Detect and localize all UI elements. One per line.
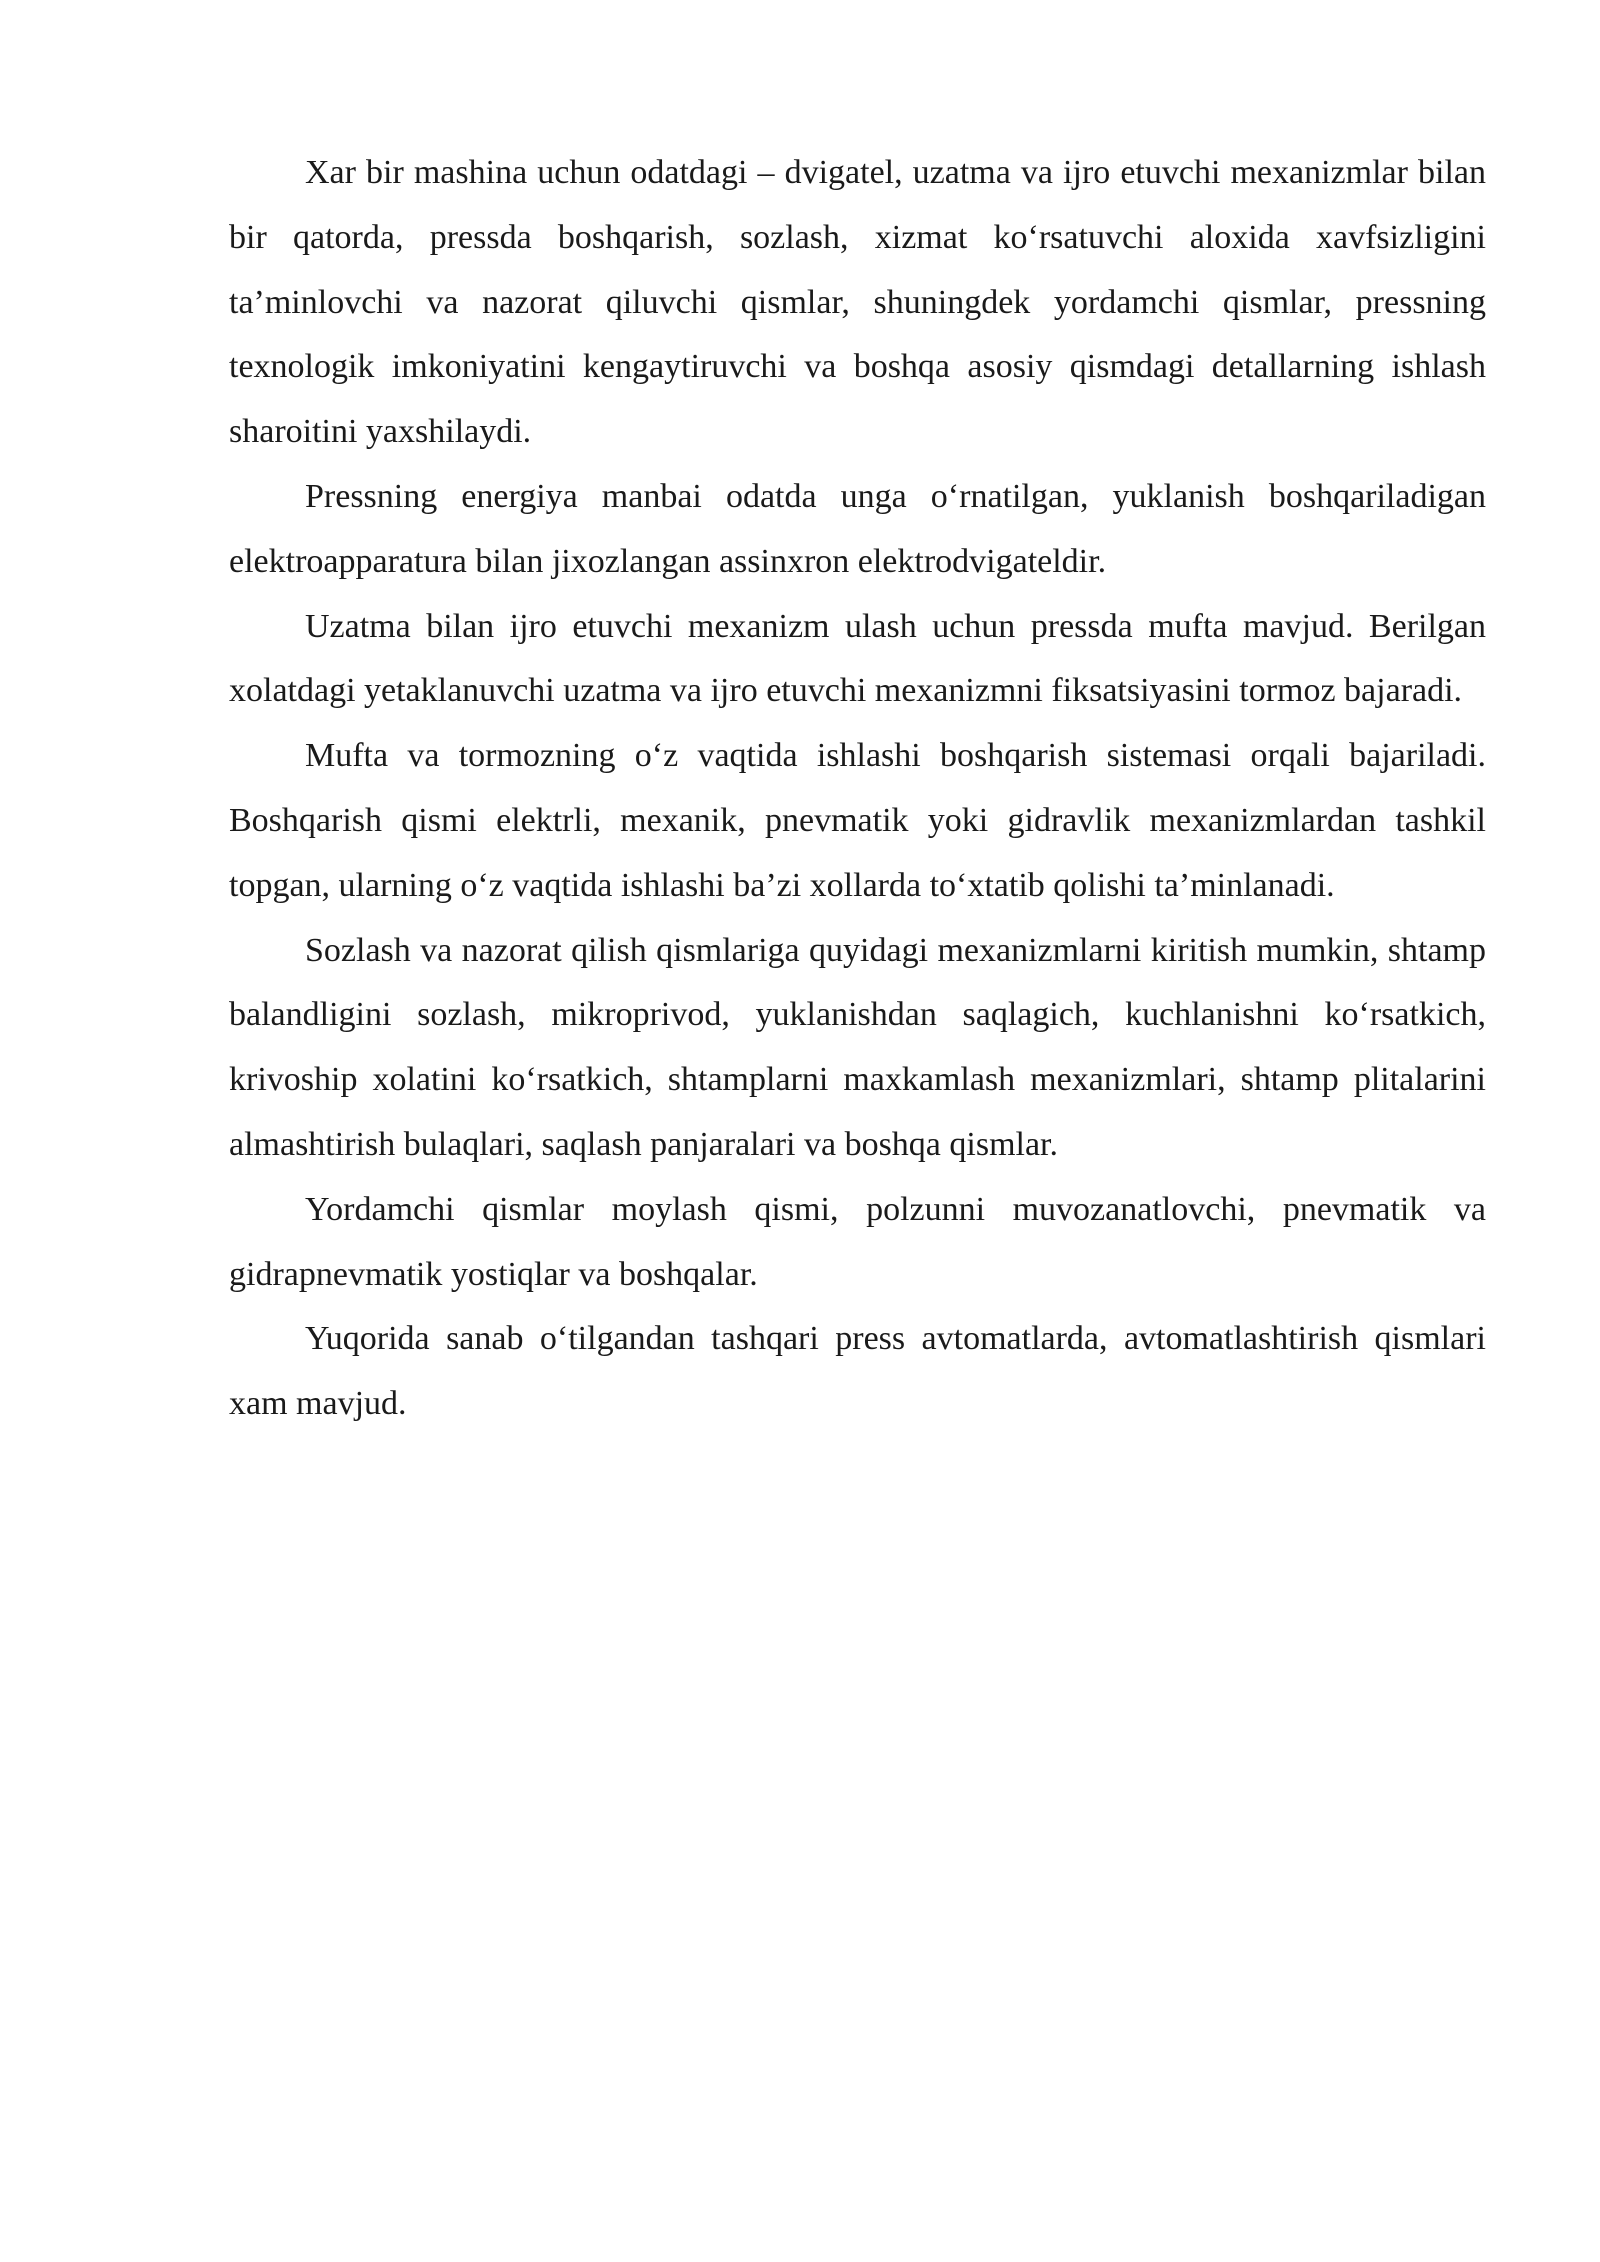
paragraph-2: Pressning energiya manbai odatda unga o‘rnatilgan, yuklanish boshqariladigan elektroapparatura bilan jixozlangan assinxron elektrodvigateldir. xyxy=(229,477,1486,580)
paragraph-5: Sozlash va nazorat qilish qismlariga quyidagi mexanizmlarni kiritish mumkin, shtamp balandligini sozlash, mikroprivod, yuklanishdan saqlagich, kuchlanishni ko‘rsatkich, krivoship xolatini ko‘rsatkich, shtamplarni maxkamlash mexanizmlari, shtamp plitalarini almashtirish bulaqlari, saqlash panjaralari va boshqa qismlar. xyxy=(229,931,1486,1163)
paragraph-4: Mufta va tormozning o‘z vaqtida ishlashi boshqarish sistemasi orqali bajariladi. Boshqarish qismi elektrli, mexanik, pnevmatik yoki gidravlik mexanizmlardan tashkil topgan, ularning o‘z vaqtida ishlashi ba’zi xollarda to‘xtatib qolishi ta’minlanadi. xyxy=(229,737,1486,904)
paragraph-3: Uzatma bilan ijro etuvchi mexanizm ulash uchun pressda mufta mavjud. Berilgan xolatdagi yetaklanuvchi uzatma va ijro etuvchi mexanizmni fiksatsiyasini tormoz bajaradi. xyxy=(229,607,1486,710)
paragraph-1: Xar bir mashina uchun odatdagi – dvigatel, uzatma va ijro etuvchi mexanizmlar bilan bir qatorda, pressda boshqarish, sozlash, xizmat ko‘rsatuvchi aloxida xavfsizligini ta’minlovchi va nazorat qiluvchi qismlar, shuningdek yordamchi qismlar, pressning texnologik imkoniyatini kengaytiruvchi va boshqa asosiy qismdagi detallarning ishlash sharoitini yaxshilaydi. xyxy=(229,154,1486,451)
document-body xyxy=(229,141,1486,1437)
paragraph-7: Yuqorida sanab o‘tilgandan tashqari press avtomatlarda, avtomatlashtirish qismlari xam mavjud. xyxy=(229,1320,1486,1423)
paragraph-6: Yordamchi qismlar moylash qismi, polzunni muvozanatlovchi, pnevmatik va gidrapnevmatik yostiqlar va boshqalar. xyxy=(229,1190,1486,1293)
